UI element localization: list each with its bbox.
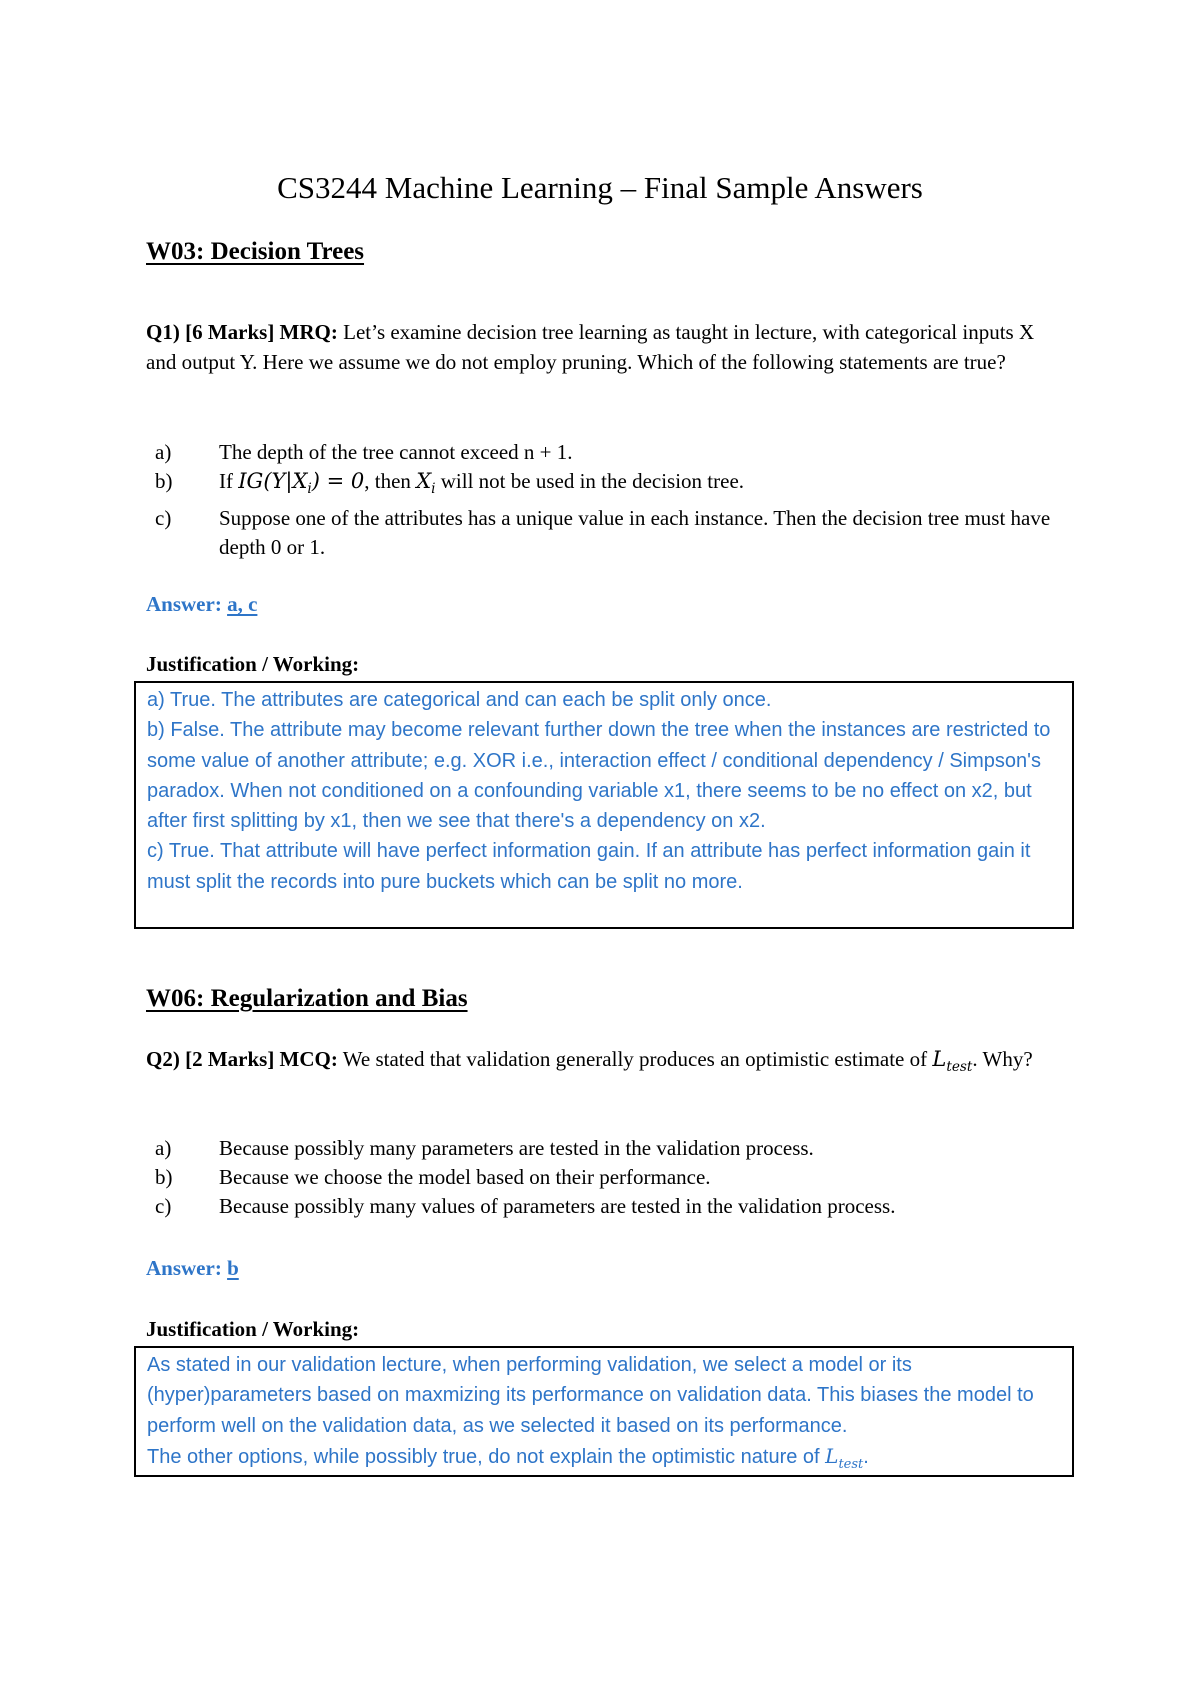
answer-2: Answer: b (146, 1256, 239, 1280)
justification-line: c) True. That attribute will have perfect information gain. If an attribute has perfect information gain it must split the records into pure buckets which can be split no more. (147, 840, 1031, 893)
justification-line: As stated in our validation lecture, when performing validation, we select a model or its (hyper)parameters based on maxmizing its performance on validation data. This biases the model to perform well on the validation data, as we selected it based on its performance. (147, 1354, 1034, 1437)
answer-2-value: b (227, 1256, 239, 1280)
justification-line: b) False. The attribute may become relevant further down the tree when the instances are restricted to some value of another attribute; e.g. XOR i.e., interaction effect / conditional dependency / Simpson's paradox. When not conditioned on a confounding variable x1, there seems to be no effect on x2, but after first splitting by x1, then we see that there's a dependency on x2. (147, 719, 1051, 833)
justification-line: The other options, while possibly true, do not explain the optimistic nature of $L_{test}$. (147, 1443, 869, 1472)
math-expression: $L_{test}$ (825, 1443, 864, 1472)
math-expression: $L_{test}$ (932, 1047, 973, 1076)
option-item: c) Suppose one of the attributes has a unique value in each instance. Then the decision tree must have depth 0 or 1. (155, 506, 1051, 560)
question-2-options (146, 1134, 1066, 1221)
justification-1-label: Justification / Working: (146, 652, 360, 676)
section-heading-w06: W06: Regularization and Bias (146, 985, 468, 1012)
option-item: a) Because possibly many parameters are tested in the validation process. (155, 1136, 814, 1160)
page-title: CS3244 Machine Learning – Final Sample Answers (277, 170, 923, 205)
question-1 (146, 317, 1066, 377)
justification-2-box (134, 1346, 1074, 1477)
question-2: Q2) [2 Marks] MCQ: We stated that validation generally produces an optimistic estimate of $L_{test}$. Why? (146, 1047, 1033, 1076)
answer-1-value: a, c (227, 592, 258, 616)
option-item: c) Because possibly many values of parameters are tested in the validation process. (155, 1194, 896, 1218)
math-expression: $IG(Y|X_i) = 0$ (238, 469, 365, 498)
option-item: b) Because we choose the model based on their performance. (155, 1165, 711, 1189)
option-item: b) If $IG(Y|X_i) = 0$, then $X_i$ will not be used in the decision tree. (155, 469, 745, 498)
justification-2-label: Justification / Working: (146, 1317, 360, 1341)
answer-1: Answer: a, c (146, 592, 258, 616)
question-1-label: Q1) [6 Marks] MRQ: (146, 320, 338, 344)
question-2-label: Q2) [2 Marks] MCQ: (146, 1047, 338, 1071)
math-expression: $X_i$ (416, 469, 436, 498)
section-heading-w03: W03: Decision Trees (146, 238, 365, 265)
question-1-text: Let’s examine decision tree learning as taught in lecture, with categorical inputs X and output Y. Here we assume we do not employ pruning. Which of the following statements are true? (146, 320, 1035, 374)
justification-1-box (134, 681, 1074, 929)
option-item: a) The depth of the tree cannot exceed n + 1. (155, 440, 573, 464)
question-1-options (146, 438, 1066, 562)
justification-line: a) True. The attributes are categorical and can each be split only once. (147, 689, 772, 711)
